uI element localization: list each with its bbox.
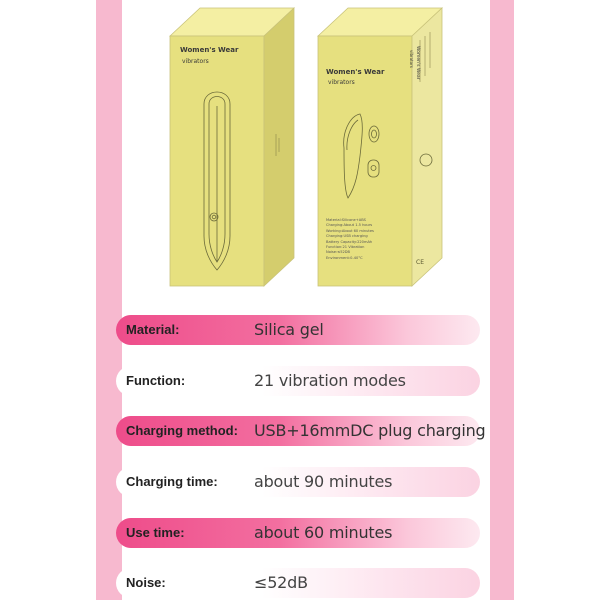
spec-value: about 90 minutes xyxy=(254,472,393,491)
spec-value: ≤52dB xyxy=(254,573,308,592)
spec-row-use-time xyxy=(116,518,480,548)
spec-value: USB+16mmDC plug charging xyxy=(254,421,486,440)
spec-value: Silica gel xyxy=(254,320,324,339)
front-package-box xyxy=(168,6,296,288)
spec-row-charging-time xyxy=(116,467,480,497)
spec-value: 21 vibration modes xyxy=(254,371,406,390)
svg-text:CE: CE xyxy=(416,259,424,266)
spec-label: Function: xyxy=(126,373,186,388)
back-box-spec-line: Noise:≤52DB xyxy=(326,250,350,255)
spec-row-material xyxy=(116,315,480,345)
back-box-spec-line: Working:About 60 minutes xyxy=(326,228,374,233)
spec-label: Material: xyxy=(126,322,180,337)
right-pink-border xyxy=(490,0,514,600)
spec-row-function xyxy=(116,366,480,396)
back-box-spec-line: Environment:0-40°C xyxy=(326,255,363,260)
back-box-spec-line: Battery Capacity:220mAh xyxy=(326,239,373,244)
spec-label: Charging method: xyxy=(126,423,238,438)
back-box-brand: Women's Wear xyxy=(326,68,385,76)
spec-row-noise xyxy=(116,568,480,598)
front-box-product: vibrators xyxy=(182,58,209,65)
back-package-box xyxy=(316,6,444,288)
back-box-spec-line: Function:21 Vibration xyxy=(326,245,365,250)
back-box-spec-list xyxy=(326,218,374,261)
back-box-spec-line: Material:Silicone+ABS xyxy=(326,218,366,222)
front-box-brand: Women's Wear xyxy=(180,46,239,54)
back-box-side-product: vibrators xyxy=(409,50,414,68)
back-box-spec-line: Charging:About 1.5 hours xyxy=(326,223,373,228)
back-box-product: vibrators xyxy=(328,79,355,86)
back-box-side-brand: Women's Wear xyxy=(415,46,420,80)
spec-label: Noise: xyxy=(126,575,166,590)
spec-label: Use time: xyxy=(126,525,185,540)
left-pink-border xyxy=(96,0,122,600)
spec-value: about 60 minutes xyxy=(254,523,393,542)
spec-label: Charging time: xyxy=(126,474,218,489)
spec-row-charging-method xyxy=(116,416,486,446)
back-box-spec-line: Charging:USB charging xyxy=(326,234,368,239)
